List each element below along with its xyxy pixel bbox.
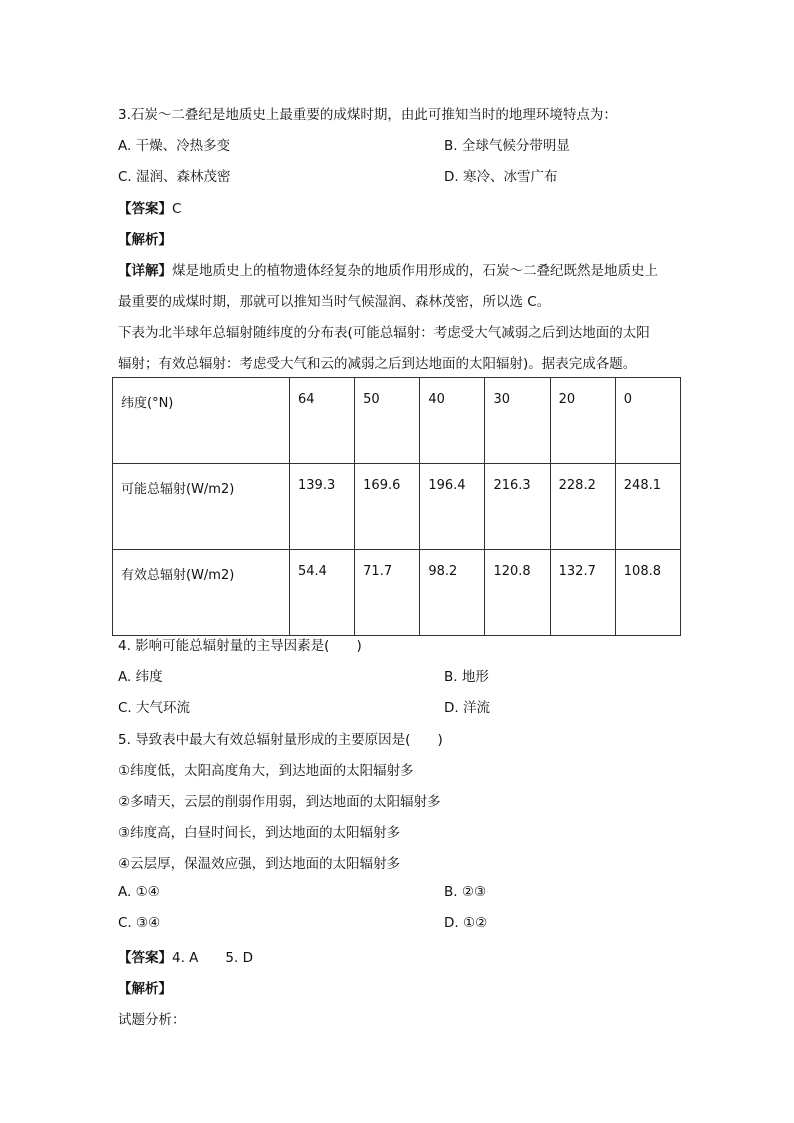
table-cell: 50 xyxy=(355,378,420,464)
table-cell: 可能总辐射(W/m2) xyxy=(113,464,290,550)
q3-answer-line xyxy=(118,197,181,217)
q3-answer: C xyxy=(172,201,182,217)
q3-detail-line1 xyxy=(118,259,658,279)
q3-detail-text1: 煤是地质史上的植物遗体经复杂的地质作用形成的，石炭～二叠纪既然是地质史上 xyxy=(172,263,658,279)
table-cell: 216.3 xyxy=(485,464,550,550)
q5-stem: 5. 导致表中最大有效总辐射量形成的主要原因是( ) xyxy=(118,732,443,748)
q3-option-b: B. 全球气候分带明显 xyxy=(444,138,570,154)
q5-option-d: D. ①② xyxy=(444,915,488,931)
q3-option-d: D. 寒冷、冰雪广布 xyxy=(444,169,558,185)
detail-label: 【详解】 xyxy=(118,263,172,279)
table-cell: 108.8 xyxy=(615,550,680,636)
answers-line xyxy=(118,946,253,966)
trial-analysis-label: 试题分析： xyxy=(118,1012,186,1028)
table-cell: 132.7 xyxy=(550,550,615,636)
answers-analysis-label: 【解析】 xyxy=(118,981,172,997)
q5-item-4: ④云层厚，保温效应强，到达地面的太阳辐射多 xyxy=(118,856,401,872)
q4-option-b: B. 地形 xyxy=(444,669,489,685)
q5-option-c: C. ③④ xyxy=(118,915,161,931)
q3-option-c: C. 湿润、森林茂密 xyxy=(118,169,231,185)
table-cell: 0 xyxy=(615,378,680,464)
q5-option-a: A. ①④ xyxy=(118,884,160,900)
q3-stem: 3.石炭～二叠纪是地质史上最重要的成煤时期，由此可推知当时的地理环境特点为： xyxy=(118,107,617,123)
table-cell: 30 xyxy=(485,378,550,464)
table-cell: 228.2 xyxy=(550,464,615,550)
q4-option-d: D. 洋流 xyxy=(444,700,490,716)
table-cell: 196.4 xyxy=(420,464,485,550)
q4-stem: 4. 影响可能总辐射量的主导因素是( ) xyxy=(118,638,362,654)
table-cell: 98.2 xyxy=(420,550,485,636)
table-cell: 139.3 xyxy=(290,464,355,550)
table-cell: 20 xyxy=(550,378,615,464)
table-cell: 纬度(°N) xyxy=(113,378,290,464)
q4-option-a: A. 纬度 xyxy=(118,669,163,685)
q5-item-2: ②多晴天，云层的削弱作用弱，到达地面的太阳辐射多 xyxy=(118,794,441,810)
table-cell: 71.7 xyxy=(355,550,420,636)
table-cell: 54.4 xyxy=(290,550,355,636)
table-cell: 有效总辐射(W/m2) xyxy=(113,550,290,636)
q4-option-c: C. 大气环流 xyxy=(118,700,191,716)
answer-label: 【答案】 xyxy=(118,950,172,966)
answers-text: 4. A 5. D xyxy=(172,950,253,966)
answer-label: 【答案】 xyxy=(118,201,172,217)
intro-line1: 下表为北半球年总辐射随纬度的分布表(可能总辐射：考虑受大气减弱之后到达地面的太阳 xyxy=(118,325,650,341)
q5-option-b: B. ②③ xyxy=(444,884,487,900)
table-row xyxy=(113,378,681,464)
q3-option-a: A. 干燥、冷热多变 xyxy=(118,138,231,154)
radiation-table xyxy=(112,377,681,636)
q3-detail-line2: 最重要的成煤时期，那就可以推知当时气候湿润、森林茂密，所以选 C。 xyxy=(118,294,551,310)
q5-item-1: ①纬度低，太阳高度角大，到达地面的太阳辐射多 xyxy=(118,763,414,779)
q5-item-3: ③纬度高，白昼时间长，到达地面的太阳辐射多 xyxy=(118,825,401,841)
table-cell: 169.6 xyxy=(355,464,420,550)
q3-analysis-label: 【解析】 xyxy=(118,232,172,248)
table-cell: 64 xyxy=(290,378,355,464)
table-row xyxy=(113,550,681,636)
table-cell: 120.8 xyxy=(485,550,550,636)
intro-line2: 辐射；有效总辐射：考虑受大气和云的减弱之后到达地面的太阳辐射)。据表完成各题。 xyxy=(118,356,637,372)
table-row xyxy=(113,464,681,550)
table-cell: 248.1 xyxy=(615,464,680,550)
table-cell: 40 xyxy=(420,378,485,464)
